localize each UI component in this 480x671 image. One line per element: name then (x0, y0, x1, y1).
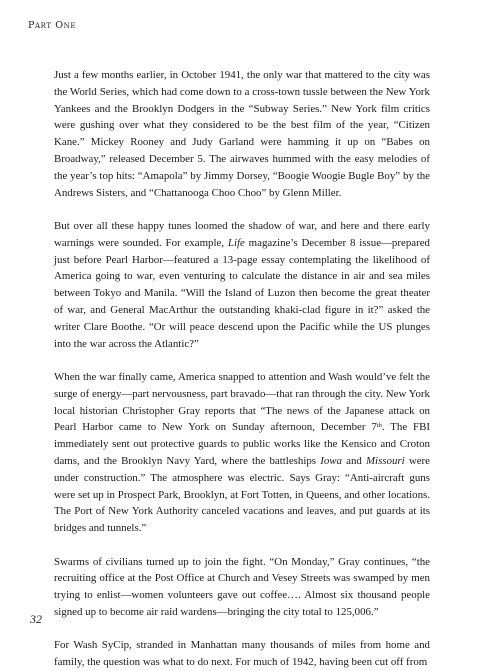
italic-title: Life (227, 236, 245, 249)
italic-title: Missouri (365, 454, 405, 467)
text-run: . The FBI immediately sent out protective guards to public works like the Kensico and Croton dams, and the Brooklyn Navy Yard, where the battleships (54, 421, 430, 467)
paragraph (54, 218, 430, 352)
running-head: Part One (28, 20, 77, 31)
italic-title: Iowa (320, 454, 342, 467)
text-run: were under construction.” The atmosphere was electric. Says Gray: “Anti-aircraft guns were set up in Prospect Park, Brooklyn, at Fort Totten, in Queens, and other locations. The Port of New York Authority canceled vacations and leaves, and put guards at its bridges and tunnels.” (54, 454, 430, 535)
paragraph (54, 554, 430, 621)
paragraph (54, 637, 430, 671)
text-run: and (341, 454, 366, 467)
paragraph (54, 67, 430, 201)
body-text (54, 67, 430, 671)
text-run: Just a few months earlier, in October 1941, the only war that mattered to the city was the World Series, which had come down to a cross-town tussle between the New York Yankees and the Brooklyn Dodgers in the “Subway Series.” New York film critics were gushing over what they considered to be the best film of the year, “Citizen Kane.” Mickey Rooney and Judy Garland were hamming it up on “Babes on Broadway,” released December 5. The airwaves hummed with the easy melodies of the year’s top hits: “Amapola” by Jimmy Dorsey, “Boogie Woogie Bugle Boy” by the Andrews Sisters, and “Chattanooga Choo Choo” by Glenn Miller. (54, 69, 430, 199)
paragraph (54, 369, 430, 537)
superscript: th (376, 422, 382, 430)
text-run: When the war finally came, America snapped to attention and Wash would’ve felt the surge of energy—part nervousness, part bravado—that ran through the city. New York local historian Christopher Gray reports that “The news of the Japanese attack on Pearl Harbor came to New York on Sunday afternoon, December 7 (54, 370, 430, 434)
text-run: magazine’s December 8 issue—prepared just before Pearl Harbor—featured a 13-page essay contemplating the likelihood of America going to war, even venturing to calculate the distance in air and sea miles between Tokyo and Manila. “Will the Island of Luzon then become the great theater of war, and General MacArthur the outstanding khaki-clad figure in it?” asked the writer Clare Boothe. “Or will peace descend upon the Pacific while the US plunges into the war across the Atlantic?” (54, 236, 431, 350)
text-run: For Wash SyCip, stranded in Manhattan many thousands of miles from home and family, the question was what to do next. For much of 1942, having been cut off from (54, 639, 430, 669)
page-number: 32 (30, 612, 42, 626)
text-run: Swarms of civilians turned up to join the fight. “On Monday,” Gray continues, “the recruiting office at the Post Office at Church and Vesey Streets was swamped by men trying to enlist—women volunteers gave out coffee…. Almost six thousand people signed up to become air raid wardens—bringing the city total to 125,006.” (54, 555, 430, 618)
text-run: But over all these happy tunes loomed the shadow of war, and here and there early warnings were sounded. For example, (54, 219, 430, 249)
